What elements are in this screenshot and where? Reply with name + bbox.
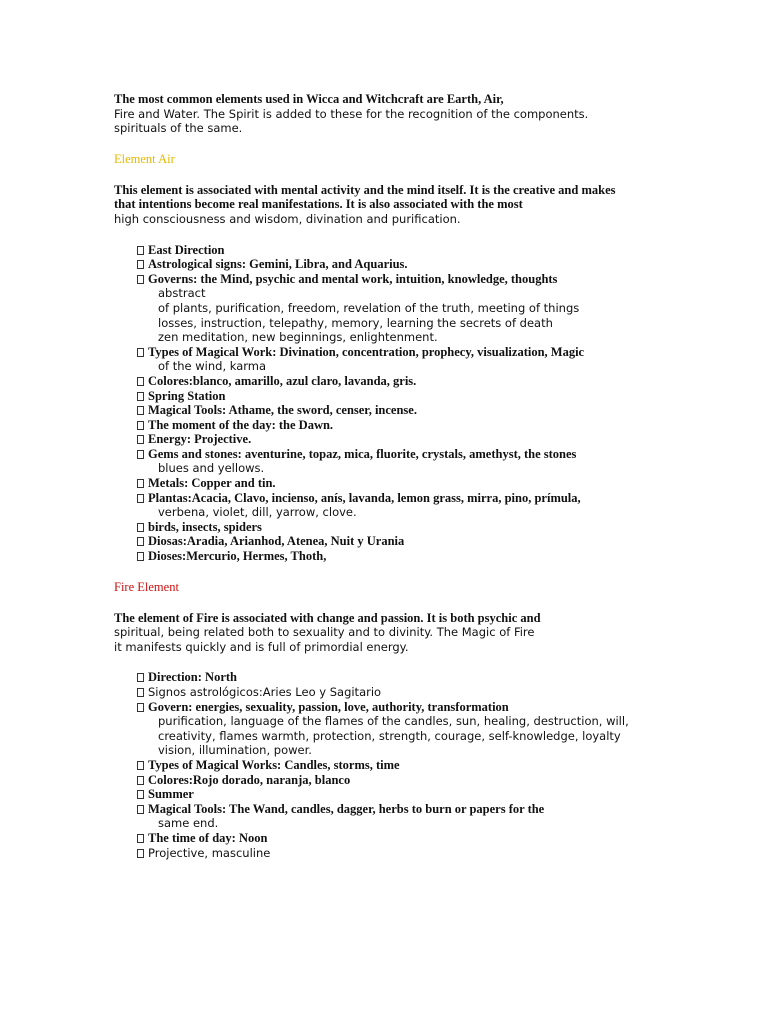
- list-item-continuation: verbena, violet, dill, yarrow, clove.: [158, 505, 357, 520]
- list-item-text: The time of day: Noon: [148, 830, 268, 845]
- list-item: [114, 243, 754, 258]
- air-description-line: This element is associated with mental activity and the mind itself. It is the creative and makes: [114, 182, 616, 197]
- list-item: [114, 773, 754, 788]
- list-item: [114, 700, 754, 715]
- fire-description-line: The element of Fire is associated with change and passion. It is both psychic and: [114, 610, 541, 625]
- bullet-box-icon: [137, 552, 144, 561]
- fire-bullet-list: [114, 670, 754, 860]
- bullet-box-icon: [137, 421, 144, 430]
- bullet-box-icon: [137, 790, 144, 799]
- list-item: [114, 257, 754, 272]
- list-item: [114, 670, 754, 685]
- list-item-text: Metals: Copper and tin.: [148, 476, 276, 491]
- list-item-text: Colores:blanco, amarillo, azul claro, lavanda, gris.: [148, 373, 417, 388]
- list-item-text: Governs: the Mind, psychic and mental work, intuition, knowledge, thoughts: [148, 271, 558, 286]
- spacer: [114, 136, 754, 152]
- spacer: [114, 564, 754, 580]
- air-description: [114, 183, 754, 227]
- list-item: [114, 389, 754, 404]
- bullet-box-icon: [137, 406, 144, 415]
- fire-heading: Fire Element: [114, 579, 179, 594]
- bullet-box-icon: [137, 805, 144, 814]
- spacer: [114, 595, 754, 611]
- list-item-text: The moment of the day: the Dawn.: [148, 417, 334, 432]
- bullet-box-icon: [137, 275, 144, 284]
- bullet-box-icon: [137, 494, 144, 503]
- bullet-box-icon: [137, 834, 144, 843]
- list-item: [114, 758, 754, 773]
- list-item: [114, 374, 754, 389]
- list-item: [114, 476, 754, 491]
- bullet-box-icon: [137, 450, 144, 459]
- bullet-box-icon: [137, 260, 144, 269]
- spacer: [114, 654, 754, 670]
- list-item: [114, 534, 754, 549]
- list-item-text: Spring Station: [148, 388, 226, 403]
- list-item: [114, 447, 754, 462]
- intro-lines-line: spirituals of the same.: [114, 121, 243, 136]
- fire-description: [114, 611, 754, 655]
- air-heading: Element Air: [114, 151, 175, 166]
- intro-paragraph: [114, 92, 754, 136]
- list-item: [114, 432, 754, 447]
- list-item: [114, 787, 754, 802]
- bullet-box-icon: [137, 246, 144, 255]
- air-description-line: high consciousness and wisdom, divination and purification.: [114, 211, 461, 226]
- list-item-continuation: purification, language of the flames of the candles, sun, healing, destruction, will,: [158, 714, 629, 729]
- list-item-text: Summer: [148, 787, 194, 802]
- air-bullet-list: [114, 243, 754, 564]
- list-item-text: Projective, masculine: [148, 845, 271, 860]
- bullet-box-icon: [137, 688, 144, 697]
- spacer: [114, 167, 754, 183]
- list-item-text: Types of Magical Work: Divination, concentration, prophecy, visualization, Magic: [148, 344, 585, 359]
- fire-description-line: it manifests quickly and is full of primordial energy.: [114, 639, 409, 654]
- list-item: [114, 831, 754, 846]
- bullet-box-icon: [137, 523, 144, 532]
- list-item-continuation: of the wind, karma: [158, 359, 267, 374]
- list-item-continuation: creativity, flames warmth, protection, strength, courage, self-knowledge, loyalty: [158, 728, 621, 743]
- bullet-box-icon: [137, 703, 144, 712]
- list-item: [114, 345, 754, 360]
- list-item-text: Energy: Projective.: [148, 432, 252, 447]
- bullet-box-icon: [137, 377, 144, 386]
- bullet-box-icon: [137, 479, 144, 488]
- fire-description-line: spiritual, being related both to sexuality and to divinity. The Magic of Fire: [114, 625, 535, 640]
- bullet-box-icon: [137, 776, 144, 785]
- list-item: [114, 418, 754, 433]
- list-item-continuation: of plants, purification, freedom, revelation of the truth, meeting of things: [158, 300, 580, 315]
- list-item: [114, 802, 754, 817]
- list-item-continuation: same end.: [158, 816, 219, 831]
- list-item: [114, 685, 754, 700]
- list-item: [114, 491, 754, 506]
- list-item-text: Astrological signs: Gemini, Libra, and Aquarius.: [148, 257, 408, 272]
- list-item-text: Direction: North: [148, 670, 237, 685]
- list-item-text: Plantas:Acacia, Clavo, incienso, anís, lavanda, lemon grass, mirra, pino, prímula,: [148, 490, 581, 505]
- list-item-text: Gems and stones: aventurine, topaz, mica, fluorite, crystals, amethyst, the stones: [148, 446, 577, 461]
- intro-lines-line: The most common elements used in Wicca and Witchcraft are Earth, Air,: [114, 92, 504, 106]
- list-item: [114, 846, 754, 861]
- list-item-text: Signos astrológicos:Aries Leo y Sagitario: [148, 685, 382, 699]
- bullet-box-icon: [137, 761, 144, 770]
- list-item-continuation: zen meditation, new beginnings, enlightenment.: [158, 330, 438, 345]
- document-page: [114, 92, 754, 860]
- bullet-box-icon: [137, 435, 144, 444]
- bullet-box-icon: [137, 849, 144, 858]
- bullet-box-icon: [137, 392, 144, 401]
- list-item-text: East Direction: [148, 242, 225, 257]
- list-item-continuation: blues and yellows.: [158, 461, 265, 476]
- spacer: [114, 227, 754, 243]
- list-item-text: Dioses:Mercurio, Hermes, Thoth,: [148, 549, 327, 564]
- list-item-text: Types of Magical Works: Candles, storms, time: [148, 757, 400, 772]
- list-item-continuation: abstract: [158, 286, 206, 301]
- list-item-text: Govern: energies, sexuality, passion, love, authority, transformation: [148, 699, 509, 714]
- list-item-text: birds, insects, spiders: [148, 519, 262, 534]
- list-item-text: Diosas:Aradia, Arianhod, Atenea, Nuit y Urania: [148, 534, 405, 549]
- intro-lines-line: Fire and Water. The Spirit is added to these for the recognition of the components.: [114, 106, 589, 121]
- list-item-continuation: vision, illumination, power.: [158, 743, 312, 758]
- list-item: [114, 403, 754, 418]
- list-item-continuation: losses, instruction, telepathy, memory, learning the secrets of death: [158, 315, 553, 330]
- list-item: [114, 272, 754, 287]
- air-description-line: that intentions become real manifestations. It is also associated with the most: [114, 197, 523, 212]
- list-item-text: Colores:Rojo dorado, naranja, blanco: [148, 772, 351, 787]
- list-item-text: Magical Tools: The Wand, candles, dagger, herbs to burn or papers for the: [148, 801, 545, 816]
- bullet-box-icon: [137, 348, 144, 357]
- bullet-box-icon: [137, 673, 144, 682]
- list-item-text: Magical Tools: Athame, the sword, censer, incense.: [148, 403, 417, 418]
- bullet-box-icon: [137, 537, 144, 546]
- list-item: [114, 520, 754, 535]
- list-item: [114, 549, 754, 564]
